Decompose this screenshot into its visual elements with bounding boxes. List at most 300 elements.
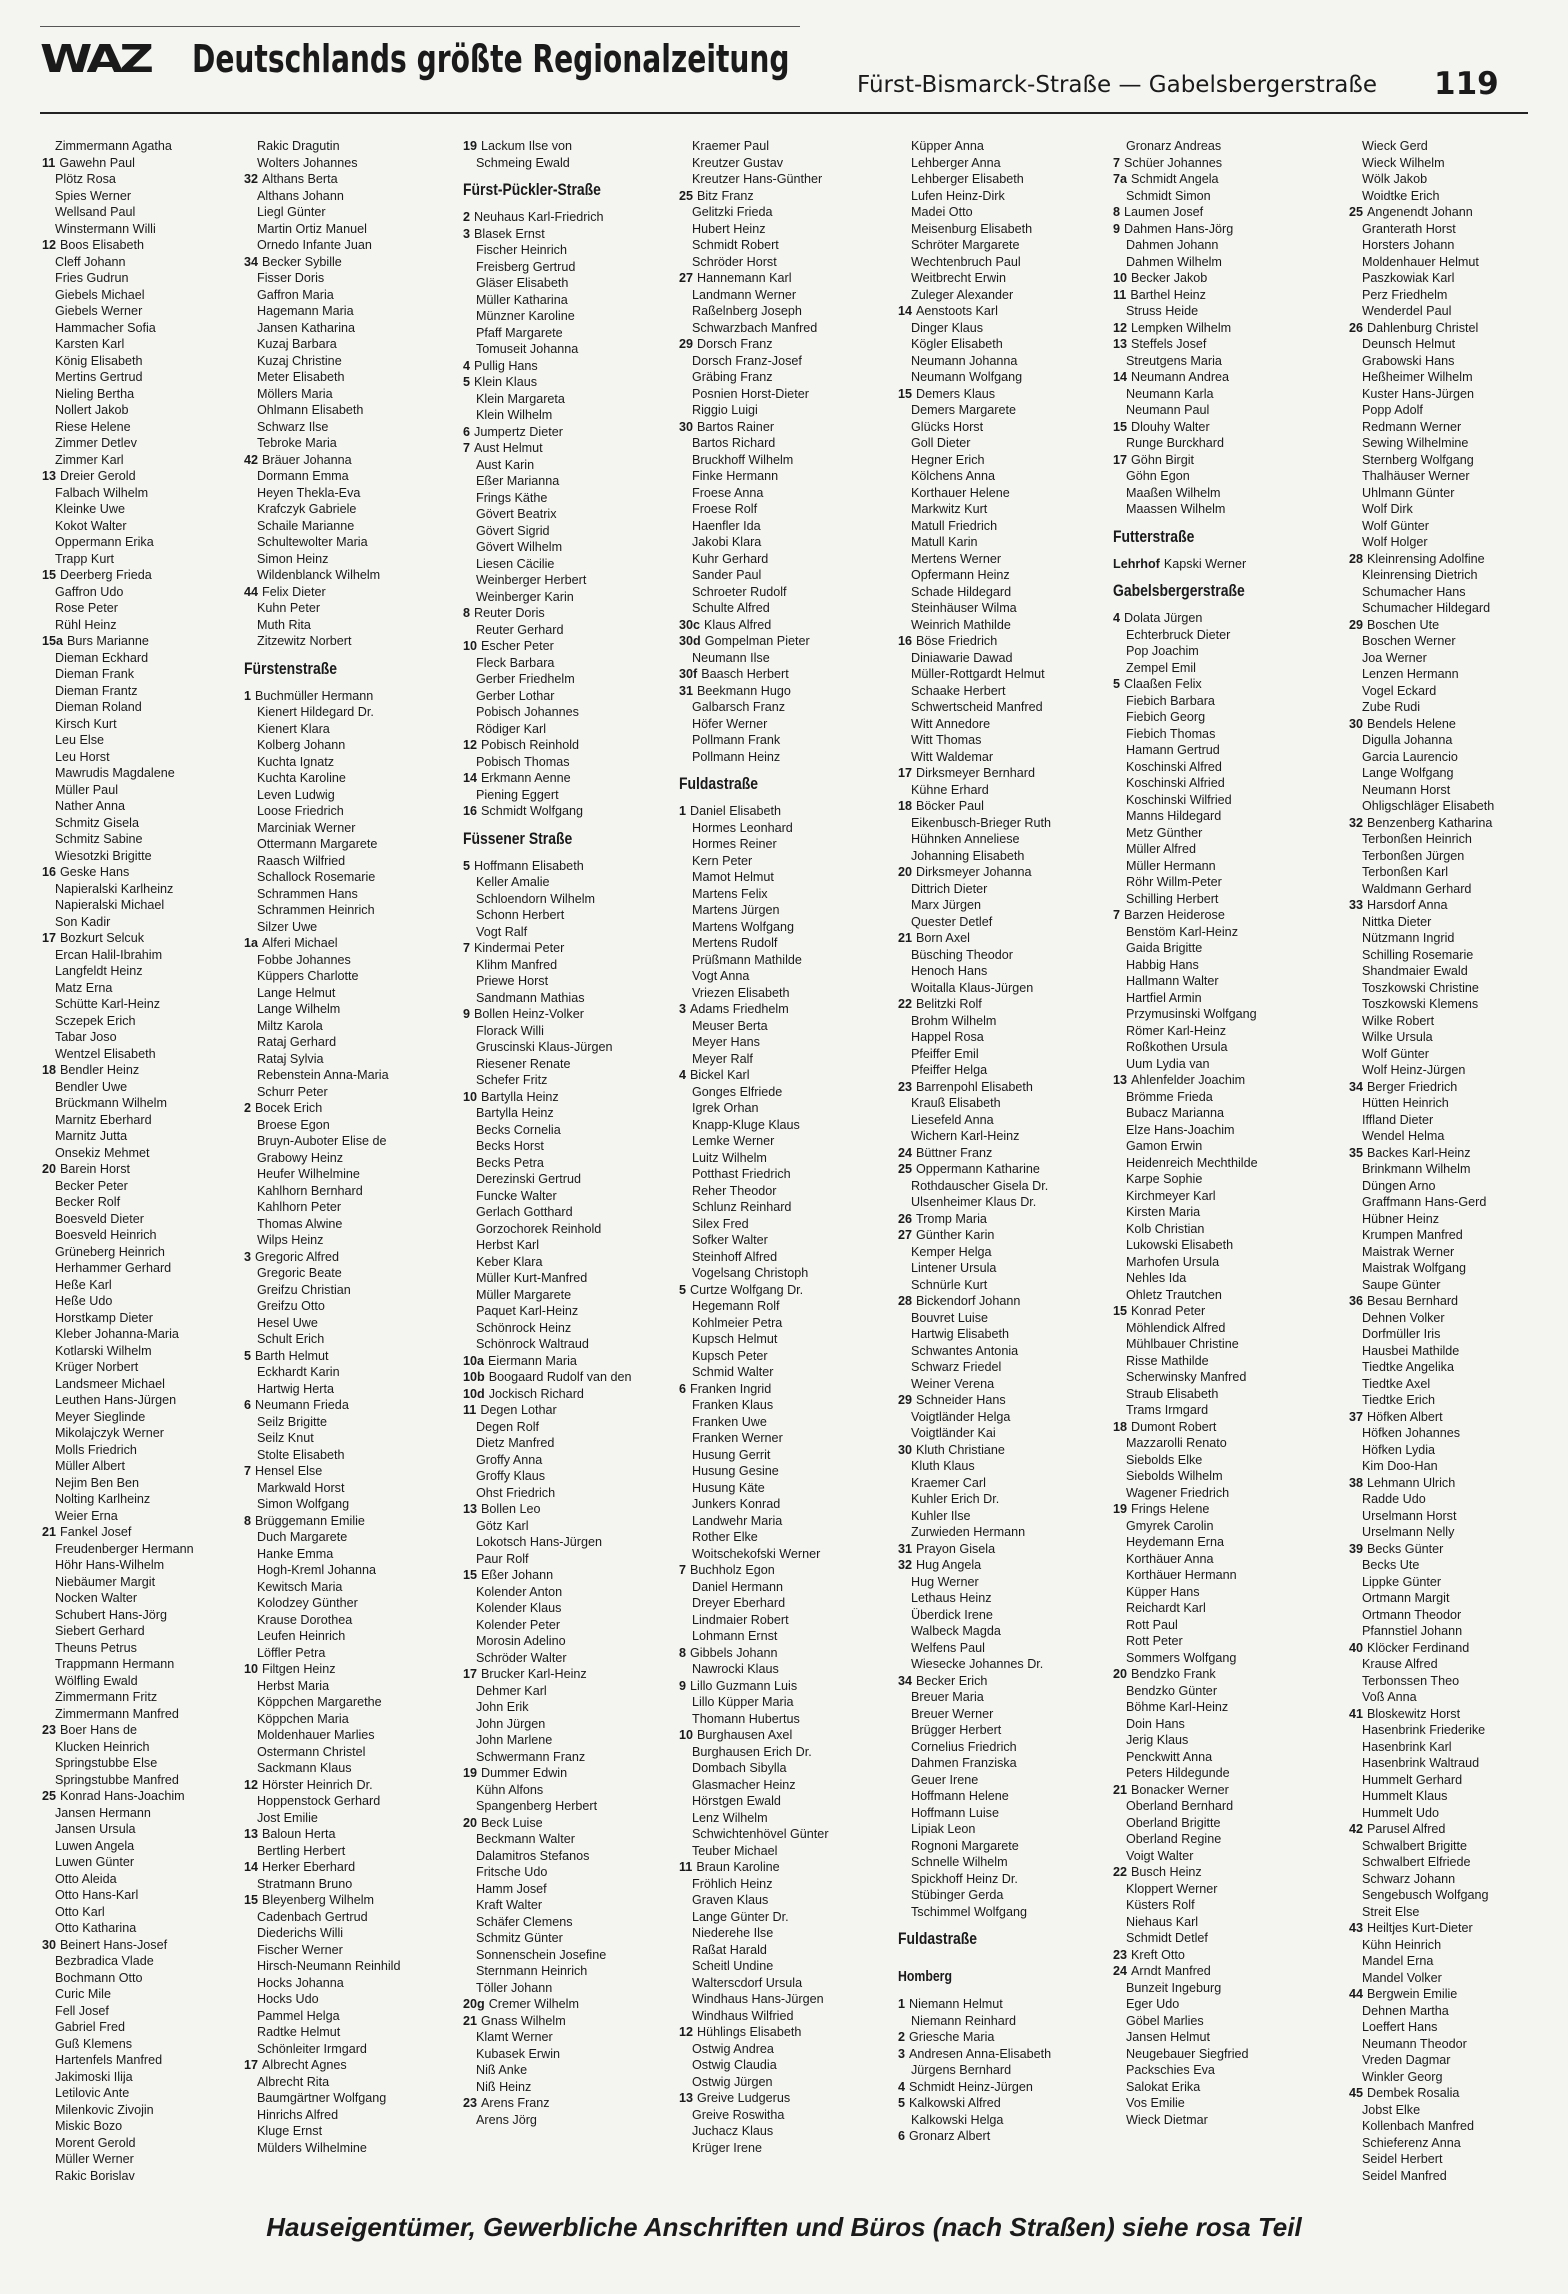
resident-entry xyxy=(42,1623,257,1640)
resident-entry xyxy=(679,1645,894,1662)
house-number: 31 xyxy=(898,1541,913,1556)
resident-entry xyxy=(244,1793,459,1810)
resident-entry xyxy=(463,858,678,875)
resident-entry xyxy=(42,2135,257,2152)
resident-entry xyxy=(679,2008,894,2025)
resident-name: Marx Jürgen xyxy=(911,898,981,912)
resident-entry xyxy=(898,963,1113,980)
resident-entry xyxy=(463,605,678,622)
house-number: 24 xyxy=(898,1145,913,1160)
resident-name: Höfken Albert xyxy=(1367,1409,1443,1424)
resident-entry xyxy=(244,1645,459,1662)
resident-entry xyxy=(1349,452,1539,469)
resident-name: Aust Helmut xyxy=(474,441,543,455)
resident-entry xyxy=(679,1975,894,1992)
resident-name: Hühnken Anneliese xyxy=(911,832,1020,846)
resident-entry xyxy=(42,402,257,419)
resident-entry xyxy=(1113,1551,1328,1568)
resident-name: Koschinski Alfred xyxy=(1126,759,1222,774)
resident-name: Markwitz Kurt xyxy=(911,502,988,516)
resident-entry xyxy=(1113,2013,1328,2030)
resident-entry xyxy=(1349,287,1539,304)
resident-entry xyxy=(1349,2036,1539,2053)
resident-entry xyxy=(679,369,894,386)
resident-entry xyxy=(42,848,257,865)
resident-entry xyxy=(42,1904,257,1921)
resident-name: Müller Werner xyxy=(55,2152,134,2166)
resident-name: Lokotsch Hans-Jürgen xyxy=(476,1535,603,1549)
resident-entry xyxy=(42,1673,257,1690)
resident-entry xyxy=(1113,369,1328,386)
resident-name: Böcker Paul xyxy=(916,799,984,813)
house-number: 2 xyxy=(898,2030,906,2044)
resident-name: Buchmüller Hermann xyxy=(255,688,374,703)
house-number: 12 xyxy=(1113,320,1128,335)
resident-entry xyxy=(244,254,459,271)
resident-name: Terbonßen Karl xyxy=(1362,865,1449,879)
resident-entry xyxy=(898,1838,1113,1855)
house-number: 7 xyxy=(463,941,471,955)
resident-entry xyxy=(898,1788,1113,1805)
resident-name: Juchacz Klaus xyxy=(692,2124,774,2138)
house-number: 30c xyxy=(679,617,701,632)
resident-entry xyxy=(244,721,459,738)
resident-entry xyxy=(244,1084,459,1101)
resident-entry xyxy=(1113,1171,1328,1188)
resident-entry xyxy=(679,2074,894,2091)
resident-entry xyxy=(1113,610,1328,627)
resident-entry xyxy=(244,1150,459,1167)
resident-entry xyxy=(1349,1805,1539,1822)
resident-name: Husung Käte xyxy=(692,1480,765,1495)
house-number: 1 xyxy=(244,688,252,703)
resident-entry xyxy=(42,468,257,485)
resident-entry xyxy=(244,1397,459,1414)
resident-entry xyxy=(898,600,1113,617)
directory-column-2 xyxy=(244,138,459,2156)
resident-name: Krafczyk Gabriele xyxy=(257,502,357,516)
resident-entry xyxy=(244,1562,459,1579)
resident-name: Barth Helmut xyxy=(255,1348,329,1363)
resident-name: Hummelt Klaus xyxy=(1362,1789,1448,1803)
resident-entry xyxy=(1113,759,1328,776)
resident-name: Eikenbusch-Brieger Ruth xyxy=(911,815,1052,830)
resident-name: Liesen Cäcilie xyxy=(476,556,555,571)
resident-name: Klein Klaus xyxy=(474,375,538,389)
resident-entry xyxy=(42,485,257,502)
resident-entry xyxy=(1113,1287,1328,1304)
page-number: 119 xyxy=(1434,66,1499,102)
resident-name: Maassen Wilhelm xyxy=(1126,502,1226,516)
resident-entry xyxy=(1349,501,1539,518)
resident-name: Lethaus Heinz xyxy=(911,1591,992,1605)
resident-entry xyxy=(42,1310,257,1327)
resident-name: Boogaard Rudolf van den xyxy=(488,1370,632,1384)
resident-name: Gerlach Gotthard xyxy=(476,1205,573,1219)
resident-entry xyxy=(42,1640,257,1657)
resident-name: Neumann Ilse xyxy=(692,650,770,665)
resident-entry xyxy=(1113,254,1328,271)
resident-name: Küpper Hans xyxy=(1126,1584,1200,1599)
resident-entry xyxy=(244,435,459,452)
resident-entry xyxy=(679,1249,894,1266)
house-number: 5 xyxy=(898,2096,906,2110)
resident-entry xyxy=(679,1397,894,1414)
resident-entry xyxy=(1349,1656,1539,1673)
resident-entry xyxy=(679,1793,894,1810)
resident-name: Schröter Margarete xyxy=(911,238,1020,252)
resident-name: Oberland Bernhard xyxy=(1126,1799,1234,1813)
resident-entry xyxy=(1113,435,1328,452)
resident-name: Deerberg Frieda xyxy=(60,568,152,582)
resident-entry xyxy=(463,1188,678,1205)
resident-name: Wilke Robert xyxy=(1362,1013,1435,1028)
resident-name: Tiedtke Erich xyxy=(1362,1393,1436,1407)
resident-name: Burghausen Erich Dr. xyxy=(692,1744,812,1759)
resident-name: Gawehn Paul xyxy=(59,155,135,170)
resident-entry xyxy=(463,2079,678,2096)
house-number: 7 xyxy=(463,441,471,455)
resident-name: Zempel Emil xyxy=(1126,660,1196,675)
resident-name: Pullig Hans xyxy=(474,358,538,373)
resident-entry xyxy=(898,1359,1113,1376)
resident-name: Voigtländer Kai xyxy=(911,1426,996,1440)
resident-entry xyxy=(1113,1237,1328,1254)
resident-entry xyxy=(42,749,257,766)
resident-name: Heße Karl xyxy=(55,1277,112,1292)
resident-name: Landsmeer Michael xyxy=(55,1376,165,1391)
resident-name: Guß Klemens xyxy=(55,2036,132,2051)
resident-name: John Marlene xyxy=(476,1733,553,1747)
resident-entry xyxy=(244,1447,459,1464)
resident-name: Prüßmann Mathilde xyxy=(692,952,802,967)
resident-entry xyxy=(1349,567,1539,584)
resident-entry xyxy=(42,666,257,683)
resident-name: Martens Wolfgang xyxy=(692,919,794,934)
resident-name: Runge Burckhard xyxy=(1126,436,1225,450)
resident-name: Wiesecke Johannes Dr. xyxy=(911,1657,1044,1671)
resident-entry xyxy=(463,1485,678,1502)
resident-name: Burs Marianne xyxy=(67,634,149,648)
resident-entry xyxy=(244,1199,459,1216)
resident-name: Bozkurt Selcuk xyxy=(60,931,145,945)
house-number: 3 xyxy=(463,226,471,241)
resident-name: Hogh-Kreml Johanna xyxy=(257,1563,377,1577)
resident-name: Blasek Ernst xyxy=(474,226,545,241)
resident-name: Daniel Hermann xyxy=(692,1579,783,1594)
resident-entry xyxy=(1349,732,1539,749)
resident-entry xyxy=(463,1914,678,1931)
resident-name: Mazzarolli Renato xyxy=(1126,1436,1227,1450)
house-number: 15 xyxy=(1113,419,1128,434)
resident-name: Granterath Horst xyxy=(1362,221,1456,236)
resident-name: Niemann Reinhard xyxy=(911,2013,1017,2028)
resident-entry xyxy=(898,287,1113,304)
resident-name: Tabar Joso xyxy=(55,1030,117,1044)
resident-entry xyxy=(679,968,894,985)
resident-name: Kolb Christian xyxy=(1126,1221,1205,1236)
house-number: 18 xyxy=(1113,1419,1128,1434)
resident-name: Heyen Thekla-Eva xyxy=(257,485,361,500)
resident-name: Froese Anna xyxy=(692,485,764,500)
resident-entry xyxy=(463,325,678,342)
resident-entry xyxy=(1113,643,1328,660)
resident-entry xyxy=(898,1194,1113,1211)
resident-entry xyxy=(42,1590,257,1607)
house-number: 25 xyxy=(679,188,694,203)
resident-name: Gabriel Fred xyxy=(55,2020,125,2034)
resident-entry xyxy=(679,820,894,837)
resident-name: Franken Werner xyxy=(692,1431,783,1445)
resident-entry xyxy=(1349,1508,1539,1525)
resident-entry xyxy=(42,386,257,403)
resident-entry xyxy=(244,1744,459,1761)
house-number: 10d xyxy=(463,1386,485,1401)
resident-name: Paur Rolf xyxy=(476,1551,529,1566)
house-number: 15 xyxy=(244,1893,259,1907)
resident-name: Loeffert Hans xyxy=(1362,2020,1438,2034)
resident-entry xyxy=(244,1463,459,1480)
resident-name: Schult Erich xyxy=(257,1332,325,1346)
resident-entry xyxy=(1349,1475,1539,1492)
resident-entry xyxy=(244,353,459,370)
house-number: 32 xyxy=(1349,815,1364,830)
resident-name: Bollen Leo xyxy=(481,1502,541,1516)
resident-entry xyxy=(244,468,459,485)
resident-entry xyxy=(1113,1056,1328,1073)
house-number: 4 xyxy=(898,2079,906,2094)
resident-entry xyxy=(244,2057,459,2074)
resident-entry xyxy=(898,1326,1113,1343)
resident-name: Ohletz Trautchen xyxy=(1126,1287,1222,1302)
house-number: 21 xyxy=(1113,1782,1128,1797)
resident-name: Oberland Regine xyxy=(1126,1832,1222,1846)
resident-entry xyxy=(244,1958,459,1975)
house-number: 43 xyxy=(1349,1921,1364,1935)
resident-name: Simon Heinz xyxy=(257,551,329,566)
house-number: 33 xyxy=(1349,898,1364,912)
resident-name: Wichern Karl-Heinz xyxy=(911,1129,1020,1143)
resident-name: Glücks Horst xyxy=(911,419,984,434)
resident-name: Lukowski Elisabeth xyxy=(1126,1238,1234,1252)
resident-name: Kubasek Erwin xyxy=(476,2046,560,2061)
street-heading: Futterstraße xyxy=(1113,526,1195,546)
resident-name: Lindmaier Robert xyxy=(692,1612,789,1627)
resident-entry xyxy=(1349,1854,1539,1871)
resident-entry xyxy=(42,1722,257,1739)
resident-name: Freudenberger Hermann xyxy=(55,1541,194,1556)
resident-name: Schröder Horst xyxy=(692,254,777,269)
resident-entry xyxy=(679,869,894,886)
resident-name: Nittka Dieter xyxy=(1362,914,1432,929)
resident-entry xyxy=(1113,1963,1328,1980)
resident-entry xyxy=(1113,419,1328,436)
house-number: 25 xyxy=(42,1789,57,1803)
resident-name: Milenkovic Zivojin xyxy=(55,2102,154,2117)
resident-name: Steinhoff Alfred xyxy=(692,1249,778,1264)
resident-entry xyxy=(244,869,459,886)
house-number: 36 xyxy=(1349,1294,1364,1308)
resident-name: Diniawarie Dawad xyxy=(911,650,1013,665)
resident-entry xyxy=(679,952,894,969)
resident-entry xyxy=(244,1892,459,1909)
resident-name: Röhr Willm-Peter xyxy=(1126,875,1222,889)
resident-entry xyxy=(463,292,678,309)
resident-entry xyxy=(679,1694,894,1711)
resident-name: Schumacher Hildegard xyxy=(1362,601,1491,615)
directory-column-7 xyxy=(1349,138,1539,2184)
resident-entry xyxy=(898,221,1113,238)
resident-entry xyxy=(1349,1293,1539,1310)
resident-entry xyxy=(898,1623,1113,1640)
resident-name: Cleff Johann xyxy=(55,254,126,269)
resident-entry xyxy=(1113,874,1328,891)
resident-name: Hasenbrink Waltraud xyxy=(1362,1756,1480,1770)
resident-name: Franken Klaus xyxy=(692,1398,774,1412)
resident-name: Zimmer Detlev xyxy=(55,436,137,450)
resident-name: Metz Günther xyxy=(1126,825,1203,840)
resident-entry xyxy=(42,254,257,271)
resident-entry xyxy=(463,1815,678,1832)
resident-entry xyxy=(898,1574,1113,1591)
resident-name: Schilling Herbert xyxy=(1126,891,1219,906)
house-number: 15 xyxy=(42,568,57,582)
resident-entry xyxy=(244,968,459,985)
resident-name: Höfken Johannes xyxy=(1362,1426,1461,1440)
resident-name: Alferi Michael xyxy=(262,936,338,950)
resident-name: Born Axel xyxy=(916,931,970,945)
resident-name: Trapp Kurt xyxy=(55,551,115,566)
resident-entry xyxy=(679,1315,894,1332)
resident-entry xyxy=(898,1904,1113,1921)
resident-name: Kalkowski Helga xyxy=(911,2112,1004,2127)
resident-entry xyxy=(679,452,894,469)
resident-entry xyxy=(1349,254,1539,271)
resident-name: Gonges Elfriede xyxy=(692,1084,783,1099)
resident-name: Konrad Hans-Joachim xyxy=(60,1789,185,1803)
resident-name: Schroeter Rudolf xyxy=(692,584,787,599)
resident-name: Dirksmeyer Johanna xyxy=(916,865,1032,879)
resident-name: Schmitz Sabine xyxy=(55,832,143,846)
house-number: 29 xyxy=(679,337,694,351)
resident-entry xyxy=(244,1678,459,1695)
resident-name: Zube Rudi xyxy=(1362,700,1421,714)
resident-entry xyxy=(463,1633,678,1650)
resident-name: Ulsenheimer Klaus Dr. xyxy=(911,1195,1037,1209)
house-number: 11 xyxy=(463,1403,477,1417)
resident-name: Lintener Ursula xyxy=(911,1261,997,1275)
resident-entry xyxy=(1349,534,1539,551)
resident-name: Stübinger Gerda xyxy=(911,1888,1004,1902)
resident-name: Pfaff Margarete xyxy=(476,325,563,340)
resident-entry xyxy=(679,732,894,749)
resident-name: Klihm Manfred xyxy=(476,957,558,972)
resident-name: Rose Peter xyxy=(55,601,118,615)
resident-name: Langfeldt Heinz xyxy=(55,964,143,978)
resident-entry xyxy=(898,732,1113,749)
resident-entry xyxy=(42,1838,257,1855)
resident-entry xyxy=(244,886,459,903)
house-number: 5 xyxy=(679,1282,687,1297)
resident-name: Steinhäuser Wilma xyxy=(911,601,1017,615)
resident-entry xyxy=(42,1706,257,1723)
resident-entry xyxy=(898,1376,1113,1393)
resident-name: Leu Else xyxy=(55,733,105,747)
street-heading: Fuldastraße xyxy=(898,1929,978,1948)
house-number: 14 xyxy=(1113,370,1128,384)
resident-entry xyxy=(42,633,257,650)
resident-name: Hübner Heinz xyxy=(1362,1211,1440,1226)
resident-entry xyxy=(1113,1947,1328,1964)
resident-entry xyxy=(898,353,1113,370)
resident-entry xyxy=(1113,2062,1328,2079)
resident-entry xyxy=(1113,1501,1328,1518)
resident-entry xyxy=(1349,1458,1539,1475)
resident-entry xyxy=(1113,1584,1328,1601)
resident-name: Wilke Ursula xyxy=(1362,1030,1433,1044)
resident-entry xyxy=(679,886,894,903)
resident-name: Hummelt Gerhard xyxy=(1362,1772,1463,1787)
resident-entry xyxy=(244,1661,459,1678)
resident-name: Rognoni Margarete xyxy=(911,1838,1019,1853)
resident-name: Karpe Sophie xyxy=(1126,1172,1203,1186)
resident-name: Teuber Michael xyxy=(692,1843,778,1858)
resident-name: Franken Uwe xyxy=(692,1414,767,1429)
resident-name: Korthauer Helene xyxy=(911,485,1010,500)
resident-entry xyxy=(463,1072,678,1089)
resident-entry xyxy=(679,1331,894,1348)
resident-name: Heydemann Erna xyxy=(1126,1535,1225,1549)
resident-name: Fries Gudrun xyxy=(55,271,129,285)
resident-name: Terbonßen Heinrich xyxy=(1362,832,1472,846)
resident-name: Kewitsch Maria xyxy=(257,1579,343,1594)
resident-name: Boos Elisabeth xyxy=(60,238,145,252)
resident-entry xyxy=(463,1138,678,1155)
masthead xyxy=(40,37,1000,81)
resident-entry xyxy=(244,853,459,870)
resident-name: Pfeiffer Emil xyxy=(911,1046,979,1061)
resident-entry xyxy=(1349,2069,1539,2086)
resident-name: Becks Cornelia xyxy=(476,1122,561,1137)
resident-name: Becker Erich xyxy=(916,1673,988,1688)
resident-entry xyxy=(1113,973,1328,990)
resident-name: Neumann Horst xyxy=(1362,782,1451,797)
resident-name: Opfermann Heinz xyxy=(911,568,1010,582)
resident-entry xyxy=(244,138,459,155)
resident-name: Gronarz Andreas xyxy=(1126,139,1222,153)
resident-entry xyxy=(244,803,459,820)
resident-entry xyxy=(1113,468,1328,485)
resident-entry xyxy=(244,2090,459,2107)
resident-entry xyxy=(1113,204,1328,221)
resident-entry xyxy=(1349,435,1539,452)
resident-entry xyxy=(679,1595,894,1612)
resident-name: Wieck Wilhelm xyxy=(1362,155,1445,170)
resident-entry xyxy=(244,1991,459,2008)
resident-name: Rataj Gerhard xyxy=(257,1035,337,1049)
resident-entry xyxy=(679,1298,894,1315)
resident-name: Sczepek Erich xyxy=(55,1013,136,1028)
resident-entry xyxy=(679,468,894,485)
street-heading: Fürst-Pückler-Straße xyxy=(463,180,601,199)
resident-name: Nützmann Ingrid xyxy=(1362,931,1455,945)
resident-name: Hallmann Walter xyxy=(1126,974,1219,988)
resident-entry xyxy=(898,1128,1113,1145)
resident-entry xyxy=(1113,1485,1328,1502)
resident-entry xyxy=(1349,518,1539,535)
resident-entry xyxy=(1113,1303,1328,1320)
resident-name: Hinrichs Alfred xyxy=(257,2107,339,2122)
